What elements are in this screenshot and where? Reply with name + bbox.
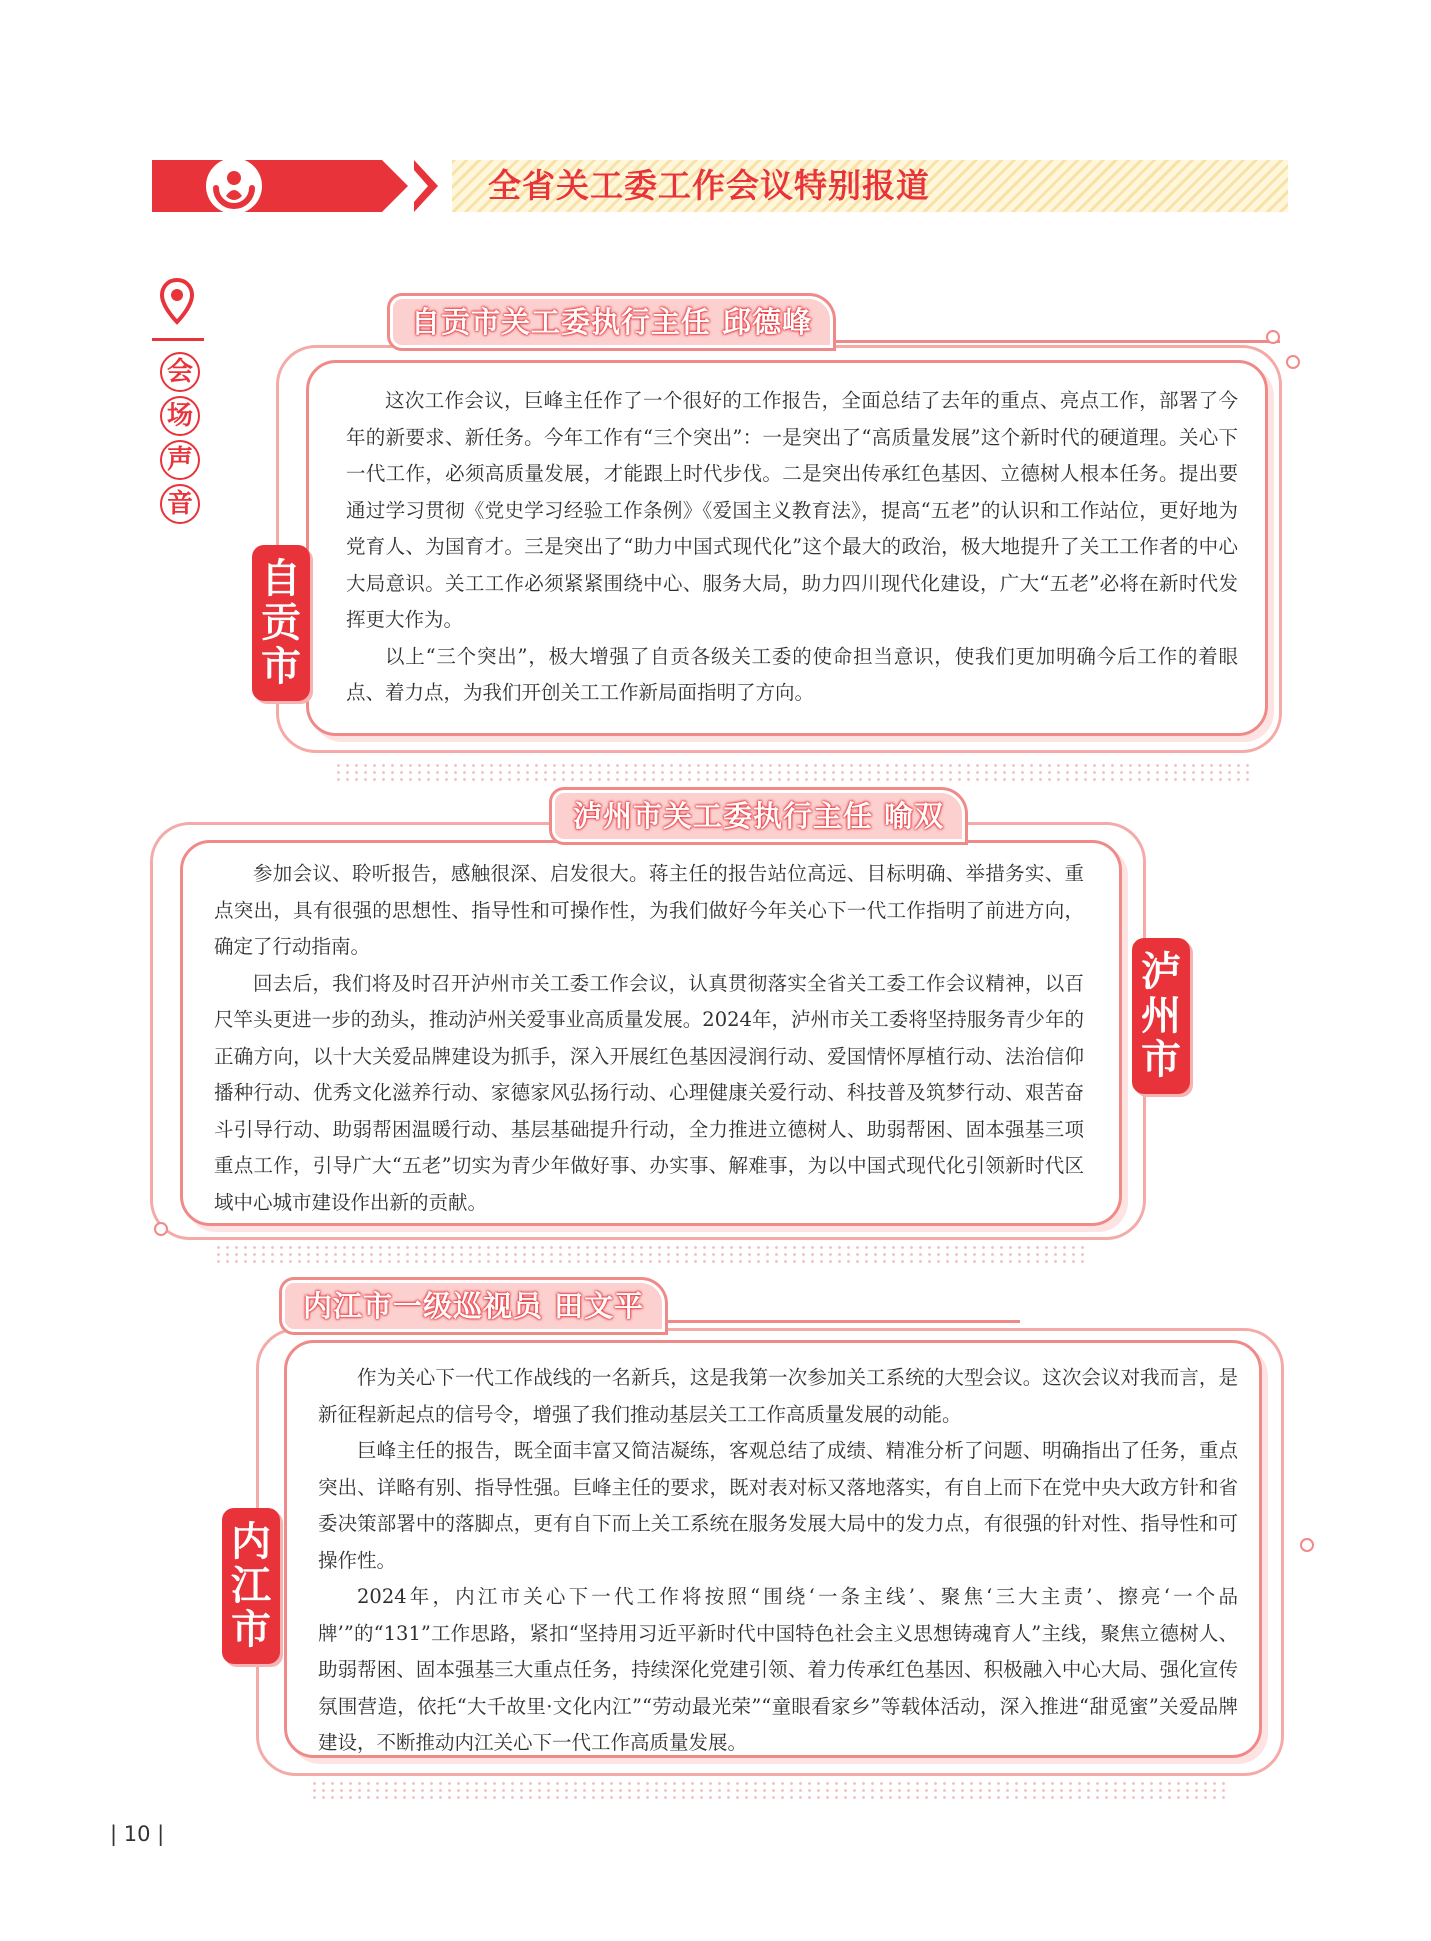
- paragraph: 这次工作会议，巨峰主任作了一个很好的工作报告，全面总结了去年的重点、亮点工作，部署了今年的新要求、新任务。今年工作有“三个突出”：一是突出了“高质量发展”这个新时代的硬道理。关心下一代工作，必须高质量发展，才能跟上时代步伐。二是突出传承红色基因、立德树人根本任务。提出要通过学习贯彻《党史学习经验工作条例》《爱国主义教育法》，提高“五老”的认识和工作站位，更好地为党育人、为国育才。三是突出了“助力中国式现代化”这个最大的政治，极大地提升了关工工作者的中心大局意识。关工工作必须紧紧围绕中心、服务大局，助力四川现代化建设，广大“五老”必将在新时代发挥更大作为。: [346, 389, 1238, 631]
- dot-divider: [334, 762, 1254, 784]
- paragraph: 巨峰主任的报告，既全面丰富又简洁凝练，客观总结了成绩、精准分析了问题、明确指出了任务，重点突出、详略有别、指导性强。巨峰主任的要求，既对表对标又落地落实，有自上而下在党中央大政方针和省委决策部署中的落脚点，更有自下而上关工系统在服务发展大局中的发力点，有很强的针对性、指导性和可操作性。: [318, 1439, 1238, 1572]
- page-title: 全省关工委工作会议特别报道: [488, 166, 930, 205]
- paragraph: 作为关心下一代工作战线的一名新兵，这是我第一次参加关工系统的大型会议。这次会议对我而言，是新征程新起点的信号令，增强了我们推动基层关工工作高质量发展的动能。: [318, 1366, 1238, 1426]
- pin-underline: [152, 338, 204, 341]
- decor-ring: [1300, 1538, 1314, 1552]
- dot-divider: [310, 1780, 1230, 1802]
- section-body: [346, 383, 1238, 712]
- section-body: [318, 1360, 1238, 1762]
- side-label-char: 场: [160, 396, 200, 436]
- speaker-title: 自贡市关工委执行主任 邱德峰: [390, 296, 833, 348]
- decor-ring: [1266, 330, 1280, 344]
- city-tag-zigong: 自 贡 市: [252, 545, 310, 701]
- page-number: | 10 |: [110, 1822, 165, 1846]
- decor-ring: [1286, 355, 1300, 369]
- paragraph: 参加会议、聆听报告，感触很深、启发很大。蒋主任的报告站位高远、目标明确、举措务实、重点突出，具有很强的思想性、指导性和可操作性，为我们做好今年关心下一代工作指明了前进方向，确定了行动指南。: [214, 862, 1084, 958]
- dot-divider: [214, 1244, 1084, 1266]
- speaker-title: 泸州市关工委执行主任 喻双: [552, 790, 965, 842]
- paragraph: 2024年，内江市关心下一代工作将按照“围绕‘一条主线’、聚焦‘三大主责’、擦亮‘一个品牌’”的“131”工作思路，紧扣“坚持用习近平新时代中国特色社会主义思想铸魂育人”主线，聚焦立德树人、助弱帮困、固本强基三大重点任务，持续深化党建引领、着力传承红色基因、积极融入中心大局、强化宣传氛围营造，依托“大千故里·文化内江”“劳动最光荣”“童眼看家乡”等载体活动，深入推进“甜觅蜜”关爱品牌建设，不断推动内江关心下一代工作高质量发展。: [318, 1585, 1238, 1754]
- paragraph: 以上“三个突出”，极大增强了自贡各级关工委的使命担当意识，使我们更加明确今后工作的着眼点、着力点，为我们开创关工工作新局面指明了方向。: [346, 644, 1238, 704]
- section-body: [214, 856, 1084, 1221]
- paragraph: 回去后，我们将及时召开泸州市关工委工作会议，认真贯彻落实全省关工委工作会议精神，以百尺竿头更进一步的劲头，推动泸州关爱事业高质量发展。2024年，泸州市关工委将坚持服务青少年的正确方向，以十大关爱品牌建设为抓手，深入开展红色基因浸润行动、爱国情怀厚植行动、法治信仰播种行动、优秀文化滋养行动、家德家风弘扬行动、心理健康关爱行动、科技普及筑梦行动、艰苦奋斗引导行动、助弱帮困温暖行动、基层基础提升行动，全力推进立德树人、助弱帮困、固本强基三项重点工作，引导广大“五老”切实为青少年做好事、办实事、解难事，为以中国式现代化引领新时代区域中心城市建设作出新的贡献。: [214, 971, 1084, 1214]
- guanggongwei-logo-icon: [206, 158, 262, 214]
- city-tag-luzhou: 泸 州 市: [1132, 938, 1190, 1094]
- banner-arrow: [382, 160, 408, 212]
- decor-ring: [154, 1222, 168, 1236]
- banner-red-block: [152, 160, 382, 212]
- header-banner: [152, 160, 1288, 212]
- side-label-char: 会: [160, 352, 200, 392]
- speaker-title: 内江市一级巡视员 田文平: [282, 1280, 665, 1332]
- side-label-char: 声: [160, 440, 200, 480]
- location-pin-icon: [160, 278, 194, 332]
- city-tag-neijiang: 内 江 市: [222, 1508, 280, 1664]
- side-label-char: 音: [160, 484, 200, 524]
